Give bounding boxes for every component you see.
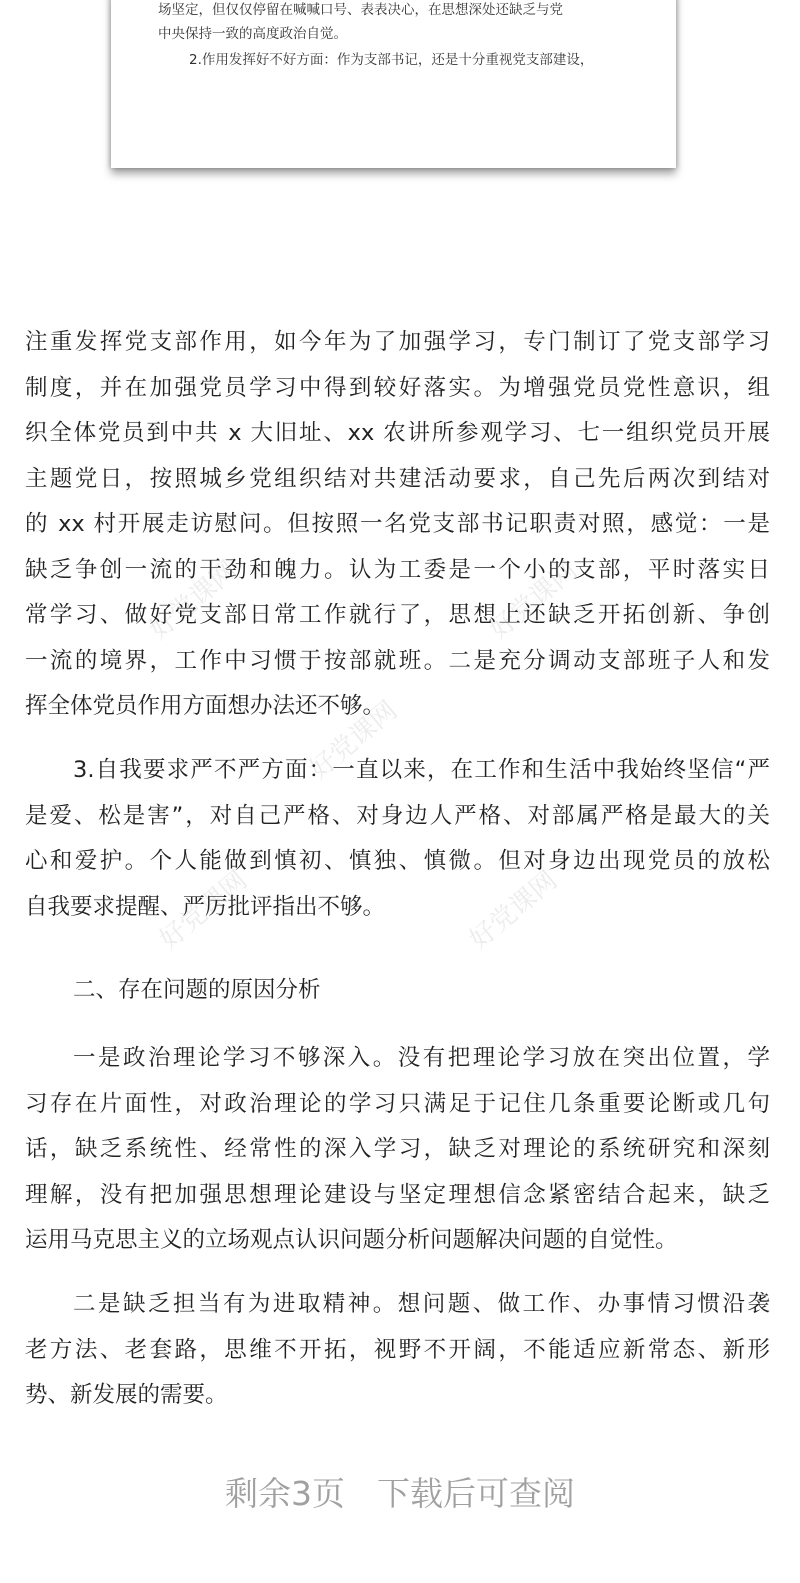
text-line: 制度，并在加强党员学习中得到较好落实。为增强党员党性意识，组	[25, 374, 770, 401]
text-line: 一是政治理论学习不够深入。没有把理论学习放在突出位置，学	[73, 1045, 770, 1071]
section-heading: 二、存在问题的原因分析	[73, 977, 321, 1003]
text-line: 话，缺乏系统性、经常性的深入学习，缺乏对理论的系统研究和深刻	[25, 1136, 770, 1162]
watermark: 好党课网	[144, 555, 244, 646]
watermark: 好党课网	[304, 695, 404, 786]
paragraph-2	[25, 748, 770, 930]
text-line: 常学习、做好党支部日常工作就行了，思想上还缺乏开拓创新、争创	[25, 602, 770, 628]
text-line: 二是缺乏担当有为进取精神。想问题、做工作、办事情习惯沿袭	[73, 1291, 770, 1317]
text-line: 势、新发展的需要。	[25, 1382, 228, 1408]
text-line: 注重发挥党支部作用，如今年为了加强学习，专门制订了党支部学习	[25, 329, 770, 355]
text-line: 主题党日，按照城乡党组织结对共建活动要求，自己先后两次到结对	[25, 465, 770, 492]
text-line: 运用马克思主义的立场观点认识问题分析问题解决问题的自觉性。	[25, 1227, 678, 1253]
text-line: 自我要求提醒、严厉批评指出不够。	[25, 893, 386, 920]
text-line: 是爱、松是害”，对自己严格、对身边人严格、对部属严格是最大的关	[25, 802, 770, 829]
text-line: 习存在片面性，对政治理论的学习只满足于记住几条重要论断或几句	[25, 1090, 770, 1117]
download-prompt[interactable]	[0, 1468, 800, 1515]
text-line: 织全体党员到中共 x 大旧址、xx 农讲所参观学习、七一组织党员开展	[25, 420, 770, 446]
paragraph-1	[25, 320, 770, 730]
watermark: 好党课网	[154, 865, 254, 956]
paragraph-3	[25, 1036, 770, 1264]
card-line: 2.作用发挥好不好方面：作为支部书记，还是十分重视党支部建设，	[189, 52, 594, 68]
card-line: 中央保持一致的高度政治自觉。	[158, 26, 347, 42]
remaining-pages-label: 剩余3页	[225, 1474, 345, 1513]
text-line: 3.自我要求严不严方面：一直以来，在工作和生活中我始终坚信“严	[73, 757, 770, 783]
text-line: 的 xx 村开展走访慰问。但按照一名党支部书记职责对照，感觉：一是	[25, 511, 770, 537]
text-line: 缺乏争创一流的干劲和魄力。认为工委是一个小的支部，平时落实日	[25, 556, 770, 583]
preview-page-card	[111, 0, 676, 168]
text-line: 挥全体党员作用方面想办法还不够。	[25, 693, 386, 719]
watermark: 好党课网	[464, 865, 564, 956]
text-line: 心和爱护。个人能做到慎初、慎独、慎微。但对身边出现党员的放松	[25, 848, 770, 874]
text-line: 理解，没有把加强思想理论建设与坚定理想信念紧密结合起来，缺乏	[25, 1181, 770, 1208]
card-line: 场坚定，但仅仅停留在喊喊口号、表表决心，在思想深处还缺乏与党	[158, 2, 563, 18]
download-to-view-label[interactable]: 下载后可查阅	[377, 1474, 575, 1513]
watermark: 好党课网	[484, 555, 584, 646]
text-line: 一流的境界，工作中习惯于按部就班。二是充分调动支部班子人和发	[25, 647, 770, 674]
text-line: 老方法、老套路，思维不开拓，视野不开阔，不能适应新常态、新形	[25, 1336, 770, 1363]
paragraph-4	[25, 1282, 770, 1419]
